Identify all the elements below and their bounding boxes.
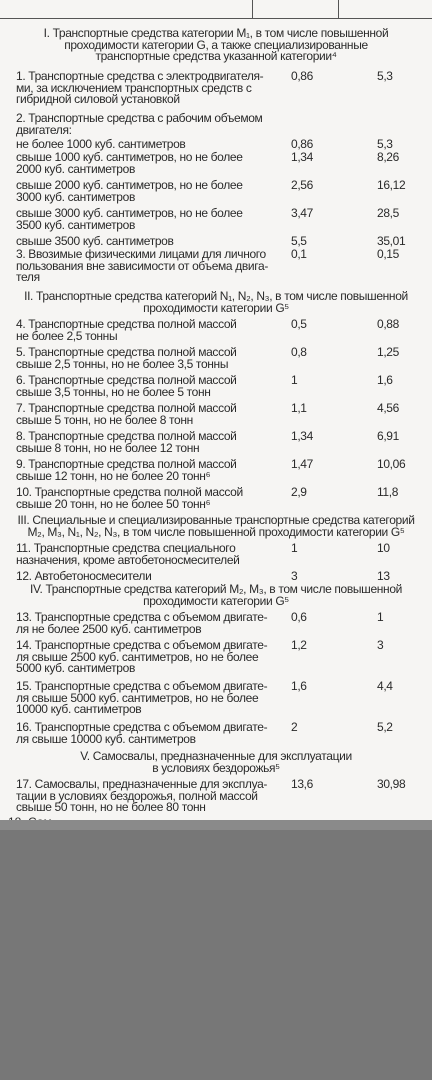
row-value-max: 5,2	[377, 720, 393, 734]
row-value-min: 0,8	[291, 345, 307, 359]
row-label: 7. Транспортные средства полной массой свыше 5 тонн, но не более 8 тонн	[16, 401, 237, 427]
section-heading-2: II. Транспортные средства категорий N₁, N₂, N₃, в том числе повышенной проходимости категории G⁵	[24, 289, 408, 315]
row-label: 2. Транспортные средства с рабочим объемом двигателя:	[16, 111, 263, 137]
row-value-min: 2	[291, 720, 298, 734]
row-label: не более 1000 куб. сантиметров	[16, 137, 186, 151]
row-value-max: 10,06	[377, 457, 406, 471]
row-label: 12. Автобетоносмесители	[16, 569, 152, 583]
row-value-min: 1,34	[291, 429, 313, 443]
row-label: 3. Ввозимые физическими лицами для личного пользования вне зависимости от объема двига- теля	[16, 247, 268, 285]
row-value-max: 13	[377, 569, 390, 583]
row-value-max: 30,98	[377, 777, 406, 791]
row-value-max: 3	[377, 638, 384, 652]
row-value-min: 1,1	[291, 401, 307, 415]
row-label: 11. Транспортные средства специального назначения, кроме автобетоносмесителей	[16, 541, 240, 567]
row-value-min: 5,5	[291, 234, 307, 248]
row-label: 5. Транспортные средства полной массой свыше 2,5 тонны, но не более 3,5 тонны	[16, 345, 237, 371]
row-label: свыше 3500 куб. сантиметров	[16, 234, 174, 248]
row-value-max: 6,91	[377, 429, 399, 443]
row-label: 4. Транспортные средства полной массой не более 2,5 тонны	[16, 317, 237, 343]
row-value-max: 5,3	[377, 69, 393, 83]
row-value-min: 2,56	[291, 178, 313, 192]
row-value-max: 4,56	[377, 401, 399, 415]
row-value-min: 1,6	[291, 679, 307, 693]
row-value-min: 3,47	[291, 206, 313, 220]
row-label: 1. Транспортные средства с электродвигателя- ми, за исключением транспортных средств с гибридной силовой установкой	[16, 69, 264, 107]
row-value-min: 1	[291, 373, 298, 387]
section-heading-4: IV. Транспортные средства категорий M₂, M₃, в том числе повышенной проходимости категории G⁵	[29, 582, 403, 608]
row-label: 10. Транспортные средства полной массой свыше 20 тонн, но не более 50 тонн⁶	[16, 485, 243, 511]
row-value-max: 1,6	[377, 373, 393, 387]
row-label: 17. Самосвалы, предназначенные для эксплуа- тации в условиях бездорожья, полной массой свыше 50 тонн, но не более 80 тонн	[16, 777, 268, 815]
row-value-min: 13,6	[291, 777, 313, 791]
row-value-max: 8,26	[377, 150, 399, 164]
gray-edge-band	[0, 820, 432, 830]
row-label: 6. Транспортные средства полной массой свыше 3,5 тонны, но не более 5 тонн	[16, 373, 237, 399]
row-label: свыше 3000 куб. сантиметров, но не более 3500 куб. сантиметров	[16, 206, 243, 232]
row-value-min: 3	[291, 569, 298, 583]
row-value-max: 1	[377, 610, 384, 624]
row-value-min: 0,6	[291, 610, 307, 624]
table-top-border	[0, 0, 432, 19]
row-value-max: 28,5	[377, 206, 399, 220]
row-value-min: 0,1	[291, 247, 307, 261]
row-value-min: 1,47	[291, 457, 313, 471]
row-value-min: 1,34	[291, 150, 313, 164]
row-label: 9. Транспортные средства полной массой свыше 12 тонн, но не более 20 тонн⁶	[16, 457, 237, 483]
row-value-max: 5,3	[377, 137, 393, 151]
row-value-max: 1,25	[377, 345, 399, 359]
row-value-max: 0,88	[377, 317, 399, 331]
section-heading-1: I. Транспортные средства категории M₁, в том числе повышенной проходимости категории G, а также специализированные транспортные средства указанной категории⁴	[43, 26, 389, 64]
row-label: 15. Транспортные средства с объемом двигате- ля свыше 5000 куб. сантиметров, но не более 10000 куб. сантиметров	[16, 679, 268, 717]
gray-occluded-area	[0, 820, 432, 1080]
row-label: свыше 2000 куб. сантиметров, но не более 3000 куб. сантиметров	[16, 178, 243, 204]
row-label: свыше 1000 куб. сантиметров, но не более 2000 куб. сантиметров	[16, 150, 243, 176]
row-value-max: 11,8	[377, 485, 399, 499]
row-label: 14. Транспортные средства с объемом двигате- ля свыше 2500 куб. сантиметров, но не более 5000 куб. сантиметров	[16, 638, 268, 676]
column-divider	[338, 0, 339, 18]
row-label: 13. Транспортные средства с объемом двигате- ля не более 2500 куб. сантиметров	[16, 610, 268, 636]
row-value-min: 0,5	[291, 317, 307, 331]
row-value-max: 16,12	[377, 178, 406, 192]
section-heading-3: III. Специальные и специализированные транспортные средства категорий M₂, M₃, N₁, N₂, N₃, в том числе повышенной проходимости категории G⁵	[17, 513, 415, 539]
row-value-max: 4,4	[377, 679, 393, 693]
section-heading-5: V. Самосвалы, предназначенные для эксплуатации в условиях бездорожья⁵	[80, 749, 352, 775]
row-value-max: 10	[377, 541, 390, 555]
row-label: 16. Транспортные средства с объемом двигате- ля свыше 10000 куб. сантиметров	[16, 720, 268, 746]
row-value-max: 35,01	[377, 234, 406, 248]
column-divider	[252, 0, 253, 18]
row-label: 8. Транспортные средства полной массой свыше 8 тонн, но не более 12 тонн	[16, 429, 237, 455]
row-value-min: 1	[291, 541, 298, 555]
row-value-min: 0,86	[291, 137, 313, 151]
row-value-min: 1,2	[291, 638, 307, 652]
row-value-min: 2,9	[291, 485, 307, 499]
row-value-min: 0,86	[291, 69, 313, 83]
row-value-max: 0,15	[377, 247, 399, 261]
